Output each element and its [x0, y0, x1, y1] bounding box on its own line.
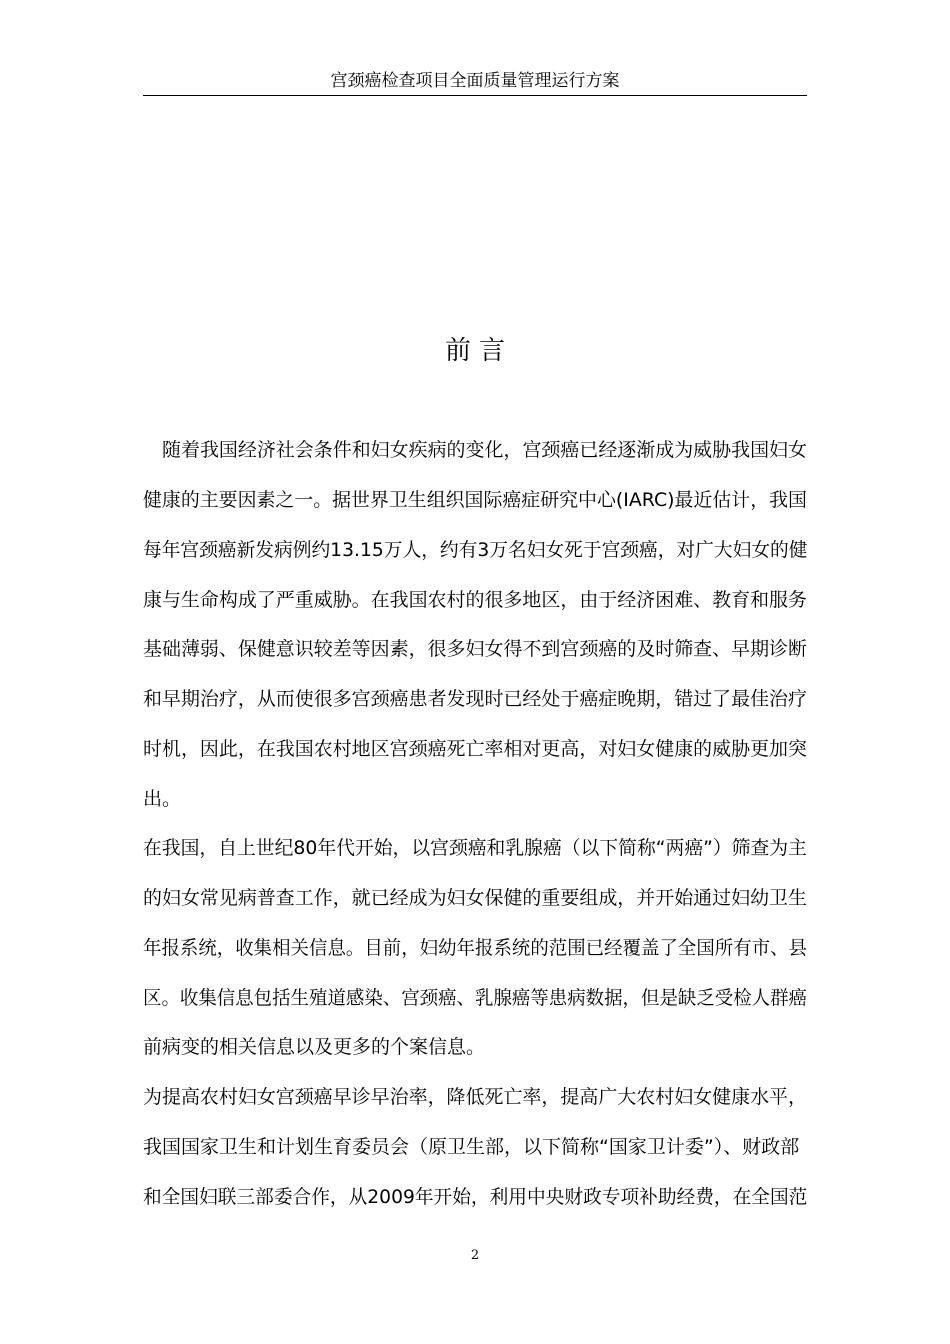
- body-line: 前病变的相关信息以及更多的个案信息。: [143, 1036, 486, 1058]
- body-line: 随着我国经济社会条件和妇女疾病的变化，宫颈癌已经逐渐成为威胁我国妇女: [162, 439, 808, 461]
- body-line: 时机，因此，在我国农村地区宫颈癌死亡率相对更高，对妇女健康的威胁更加突: [143, 738, 808, 760]
- body-line: 区。收集信息包括生殖道感染、宫颈癌、乳腺癌等患病数据，但是缺乏受检人群癌: [143, 987, 808, 1009]
- page-number: 2: [470, 1248, 480, 1263]
- body-line: 康与生命构成了严重威胁。在我国农村的很多地区，由于经济困难、教育和服务: [143, 589, 808, 611]
- section-title: 前言: [444, 336, 513, 366]
- body-line: 为提高农村妇女宫颈癌早诊早治率，降低死亡率，提高广大农村妇女健康水平，: [143, 1086, 808, 1108]
- body-line: 基础薄弱、保健意识较差等因素，很多妇女得不到宫颈癌的及时筛查、早期诊断: [143, 638, 808, 660]
- body-line: 每年宫颈癌新发病例约13.15万人，约有3万名妇女死于宫颈癌，对广大妇女的健: [143, 539, 808, 561]
- body-line: 年报系统，收集相关信息。目前，妇幼年报系统的范围已经覆盖了全国所有市、县: [143, 937, 808, 959]
- header-rule: [143, 95, 807, 96]
- body-line: 出。: [143, 788, 182, 810]
- body-line: 和早期治疗，从而使很多宫颈癌患者发现时已经处于癌症晚期，错过了最佳治疗: [143, 688, 808, 710]
- body-line: 和全国妇联三部委合作，从2009年开始，利用中央财政专项补助经费，在全国范: [143, 1186, 808, 1208]
- body-line: 的妇女常见病普查工作，就已经成为妇女保健的重要组成，并开始通过妇幼卫生: [143, 887, 808, 909]
- body-line: 在我国，自上世纪80年代开始，以宫颈癌和乳腺癌（以下简称“两癌”）筛查为主: [143, 837, 807, 859]
- running-header-title: 宫颈癌检查项目全面质量管理运行方案: [330, 71, 620, 91]
- body-line: 健康的主要因素之一。据世界卫生组织国际癌症研究中心(IARC)最近估计，我国: [143, 489, 807, 511]
- body-line: 我国国家卫生和计划生育委员会（原卫生部，以下简称“国家卫计委”）、财政部: [143, 1136, 800, 1158]
